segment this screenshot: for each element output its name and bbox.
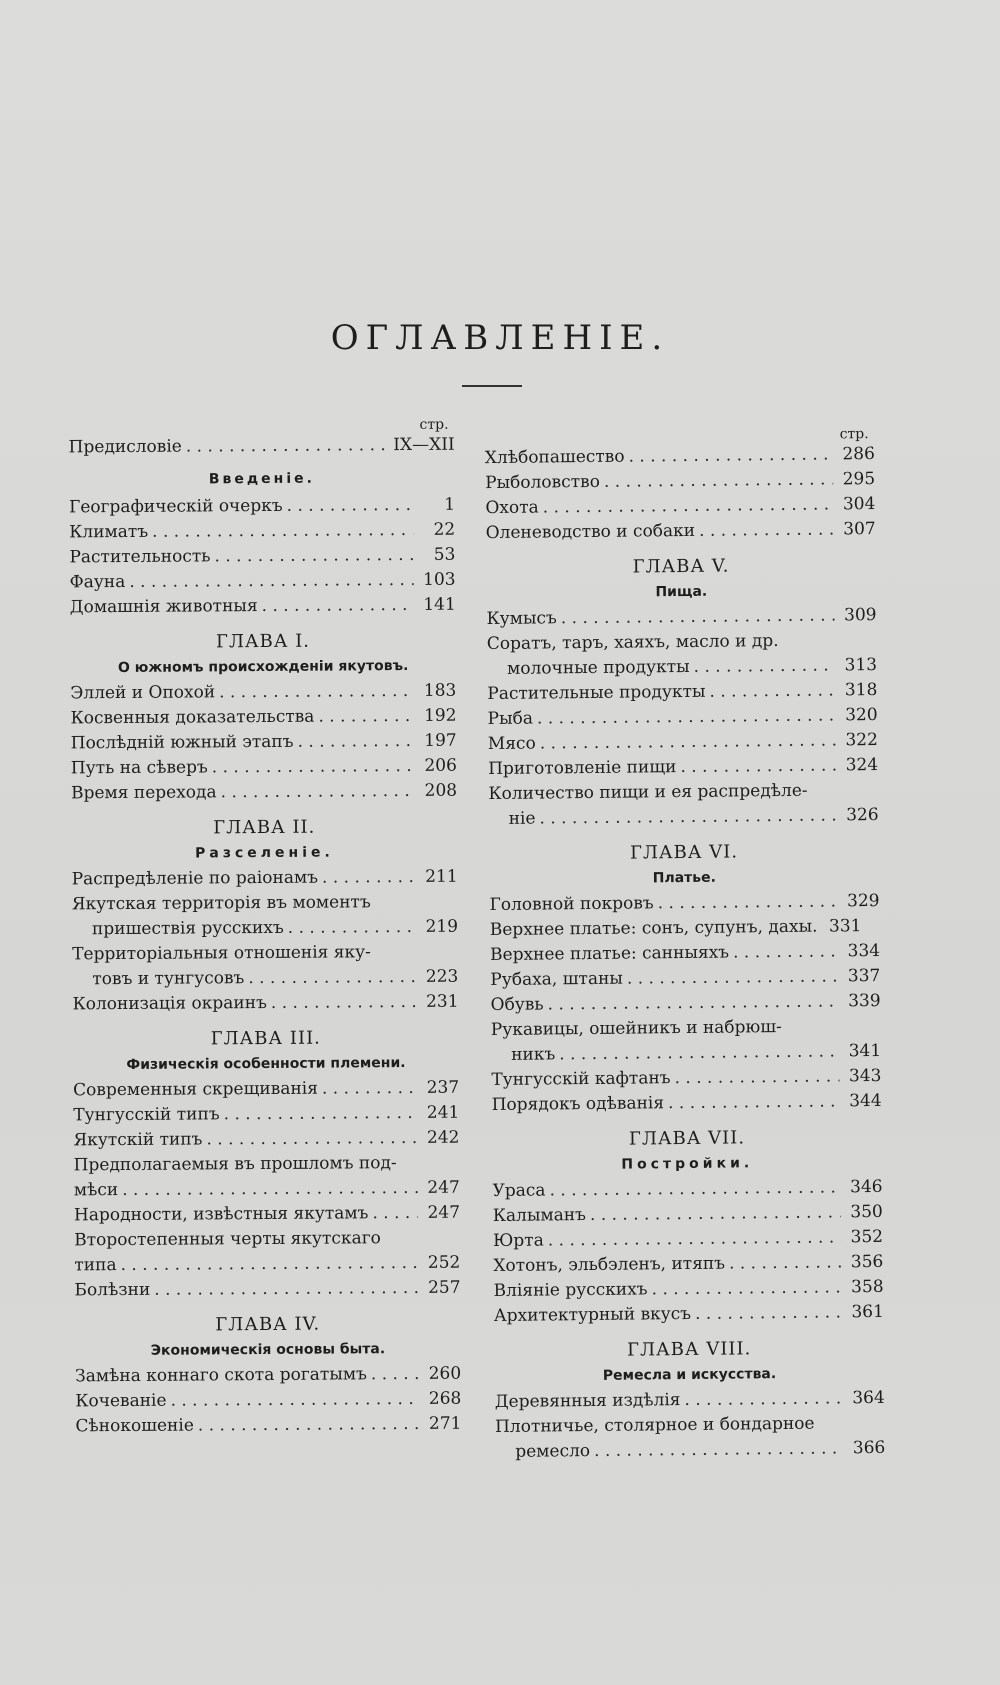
toc-entry[interactable]: Домашнія животныя . . . 141	[70, 593, 456, 621]
toc-entry-preface[interactable]	[69, 433, 455, 461]
toc-entry[interactable]: Архитектурный вкусъ . . . 361	[494, 1300, 884, 1329]
toc-entry[interactable]: Кумысъ . . . 309	[486, 603, 876, 632]
chapter-subtitle-7: Постройки.	[621, 1155, 754, 1173]
toc-entry[interactable]: Охота . . . 304	[485, 492, 875, 521]
toc-entry[interactable]: Климатъ . . . 22	[69, 518, 455, 546]
section-heading-introduction: Введеніе.	[208, 470, 315, 488]
toc-entry[interactable]: Оленеводство и собаки . . . 307	[486, 517, 876, 546]
toc-entry[interactable]: Головной покровъ . . . 329	[489, 889, 879, 918]
chapter-subtitle-2: Разселеніе.	[195, 844, 334, 862]
chapter-heading-3: ГЛАВА III.	[210, 1027, 321, 1050]
toc-entry[interactable]: Эллей и Опохой . . . 183	[70, 679, 456, 707]
toc-entry[interactable]: Рыболовство . . . 295	[485, 467, 875, 496]
leader-dots	[186, 433, 390, 459]
toc-entry-multiline[interactable]: Территоріальныя отношенія яку- товъ и тунгусовъ . . . 223	[72, 940, 458, 993]
entry-page: IX—XII	[393, 434, 455, 456]
toc-entry[interactable]: Ураса . . . 346	[492, 1175, 882, 1204]
toc-entry[interactable]: Порядокъ одѣванія . . . 344	[492, 1089, 882, 1118]
toc-entry[interactable]: Народности, извѣстныя якутамъ . . . 247	[74, 1201, 460, 1229]
chapter-subtitle-4: Экономическія основы быта.	[150, 1341, 386, 1359]
toc-entry[interactable]: Географическій очеркъ . . . 1	[69, 493, 455, 521]
toc-entry-multiline[interactable]: Рукавицы, ошейникъ и набрюш- никъ . . . 341	[491, 1014, 882, 1068]
chapter-subtitle-5: Пища.	[655, 583, 708, 601]
toc-entry-multiline[interactable]: Количество пищи и ея распредѣле- ніе . . . 326	[488, 778, 879, 832]
toc-entry-multiline[interactable]: Предполагаемыя въ прошломъ под- мѣси . . . 247	[74, 1151, 460, 1204]
toc-entry[interactable]: Мясо . . . 322	[488, 728, 878, 757]
toc-entry[interactable]: Путь на сѣверъ . . . 206	[71, 754, 457, 782]
toc-entry[interactable]: Сѣнокошеніе . . . 271	[75, 1412, 461, 1440]
toc-entry[interactable]: Хотонъ, эльбэленъ, итяпъ . . . 356	[493, 1250, 883, 1279]
toc-entry[interactable]: Колонизація окраинъ . . . 231	[72, 990, 458, 1018]
toc-entry[interactable]: Рыба . . . 320	[487, 703, 877, 732]
toc-entry[interactable]: Обувь . . . 339	[490, 989, 880, 1018]
chapter-heading-7: ГЛАВА VII.	[628, 1127, 746, 1150]
toc-entry-multiline[interactable]: Второстепенныя черты якутскаго типа . . . 252	[74, 1226, 460, 1279]
page-column-header: стр.	[839, 426, 869, 443]
toc-entry[interactable]: Распредѣленіе по раіонамъ . . . 211	[72, 865, 458, 893]
toc-entry[interactable]: Растительность . . . 53	[69, 543, 455, 571]
chapter-subtitle-8: Ремесла и искусства.	[602, 1366, 777, 1384]
chapter-heading-6: ГЛАВА VI.	[629, 841, 739, 864]
toc-entry[interactable]: Вліяніе русскихъ . . . 358	[493, 1275, 883, 1304]
chapter-subtitle-6: Платье.	[652, 869, 716, 887]
chapter-subtitle-1: О южномъ происхожденіи якутовъ.	[117, 657, 409, 677]
title-rule	[462, 385, 522, 387]
toc-entry[interactable]: Растительные продукты . . . 318	[487, 678, 877, 707]
toc-entry[interactable]: Верхнее платье: сонъ, супунъ, дахы. 331	[489, 916, 862, 941]
left-column	[68, 417, 461, 1440]
toc-entry[interactable]: Кочеваніе . . . 268	[75, 1387, 461, 1415]
toc-entry[interactable]: Верхнее платье: санныяхъ . . . 334	[490, 939, 880, 968]
toc-entry[interactable]: Хлѣбопашество . . . 286	[485, 442, 875, 471]
chapter-subtitle-3: Физическія особенности племени.	[126, 1055, 406, 1073]
toc-entry[interactable]: Время перехода . . . 208	[71, 779, 457, 807]
entry-label: Предисловіе	[68, 436, 182, 458]
chapter-heading-5: ГЛАВА V.	[632, 555, 730, 578]
toc-entry[interactable]: Тунгусскій типъ . . . 241	[73, 1101, 459, 1129]
chapter-heading-2: ГЛАВА II.	[213, 816, 316, 839]
right-column	[485, 426, 886, 1465]
page-title: ОГЛАВЛЕНІЕ.	[330, 318, 670, 358]
toc-entry[interactable]: Замѣна коннаго скота рогатымъ . . . 260	[75, 1362, 461, 1390]
toc-entry-multiline[interactable]: Якутская территорія въ моментъ пришествія русскихъ . . . 219	[72, 890, 458, 943]
toc-entry[interactable]: Тунгусскій кафтанъ . . . 343	[491, 1064, 881, 1093]
toc-entry[interactable]: Современныя скрещиванія . . . 237	[73, 1076, 459, 1104]
toc-entry[interactable]: Рубаха, штаны . . . 337	[490, 964, 880, 993]
toc-entry-multiline[interactable]: Соратъ, таръ, хаяхъ, масло и др. молочные продукты . . . 313	[487, 628, 878, 682]
chapter-heading-4: ГЛАВА IV.	[215, 1313, 321, 1336]
toc-entry[interactable]: Косвенныя доказательства . . . 192	[70, 704, 456, 732]
toc-entry[interactable]: Фауна . . . 103	[69, 568, 455, 596]
toc-entry[interactable]: Болѣзни . . . 257	[74, 1276, 460, 1304]
toc-entry[interactable]: Якутскій типъ . . . 242	[73, 1126, 459, 1154]
toc-entry[interactable]: Деревянныя издѣлія . . . 364	[495, 1386, 885, 1415]
toc-entry[interactable]: Послѣдній южный этапъ . . . 197	[71, 729, 457, 757]
page-column-header: стр.	[419, 416, 449, 433]
chapter-heading-1: ГЛАВА I.	[215, 630, 311, 653]
toc-entry-multiline[interactable]: Плотничье, столярное и бондарное ремесло . . . 366	[495, 1411, 886, 1465]
toc-entry[interactable]: Приготовленіе пищи . . . 324	[488, 753, 878, 782]
chapter-heading-8: ГЛАВА VIII.	[627, 1338, 752, 1361]
toc-entry[interactable]: Юрта . . . 352	[493, 1225, 883, 1254]
toc-entry[interactable]: Калыманъ . . . 350	[493, 1200, 883, 1229]
